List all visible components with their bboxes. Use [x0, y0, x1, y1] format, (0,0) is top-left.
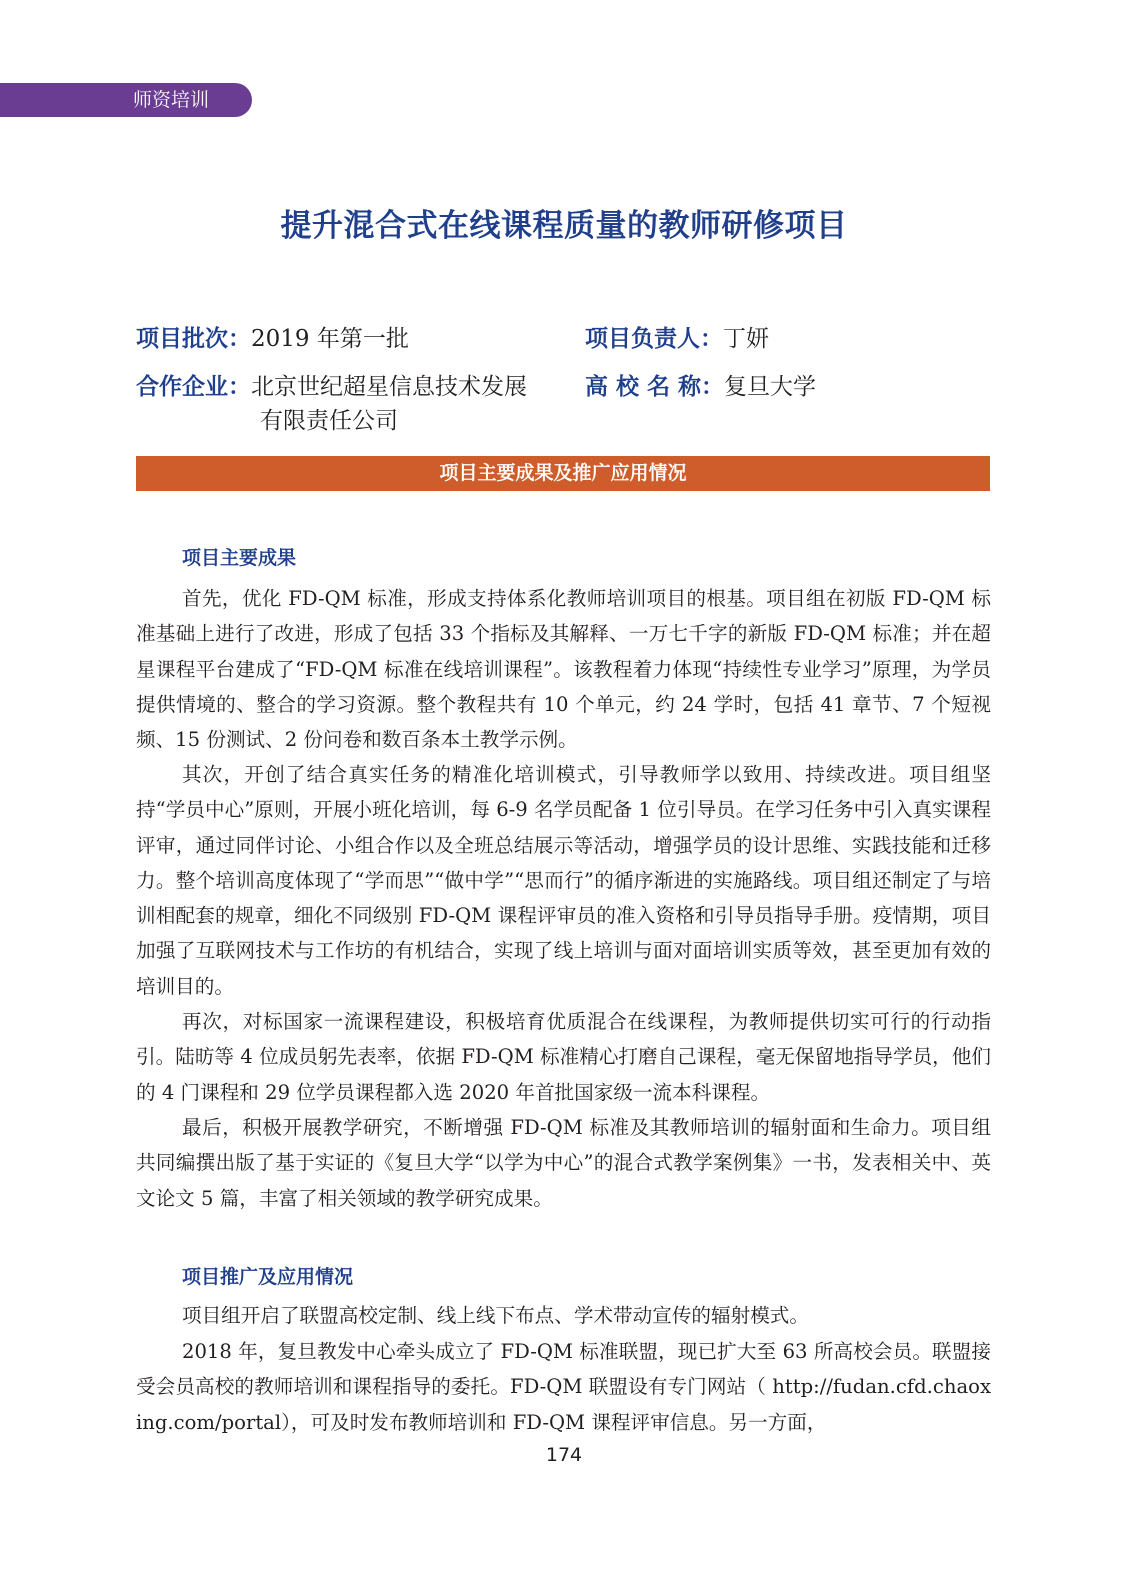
school-value: 复旦大学: [724, 374, 817, 400]
page-title: 提升混合式在线课程质量的教师研修项目: [280, 208, 848, 244]
batch-value: 2019 年第一批: [251, 326, 409, 352]
page-number: 174: [545, 1444, 583, 1466]
company-value-line2: 有限责任公司: [260, 408, 398, 434]
paragraph: 首先，优化 FD-QM 标准，形成支持体系化教师培训项目的根基。项目组在初版 FD-QM 标准基础上进行了改进，形成了包括 33 个指标及其解释、一万七千字的新版 FD-QM 标准；并在超星课程平台建成了“FD-QM 标准在线培训课程”。该教程着力体现“持续性专业学习”原理，为学员提供情境的、整合的学习资源。整个教程共有 10 个单元，约 24 学时，包括 41 章节、7 个短视频、15 份测试、2 份问卷和数百条本土教学示例。: [136, 587, 991, 752]
leader-value: 丁妍: [723, 326, 769, 352]
paragraph: 其次，开创了结合真实任务的精准化培训模式，引导教师学以致用、持续改进。项目组坚持“学员中心”原则，开展小班化培训，每 6-9 名学员配备 1 位引导员。在学习任务中引入真实课程评审，通过同伴讨论、小组合作以及全班总结展示等活动，增强学员的设计思维、实践技能和迁移力。整个培训高度体现了“学而思”“做中学”“思而行”的循序渐进的实施路线。项目组还制定了与培训相配套的规章，细化不同级别 FD-QM 课程评审员的准入资格和引导员指导手册。疫情期，项目加强了互联网技术与工作坊的有机结合，实现了线上培训与面对面培训实质等效，甚至更加有效的培训目的。: [136, 763, 991, 998]
paragraph: 项目组开启了联盟高校定制、线上线下布点、学术带动宣传的辐射模式。: [182, 1304, 809, 1327]
company-row: [136, 370, 527, 404]
company-value-line1: 北京世纪超星信息技术发展: [251, 374, 527, 400]
school-row: [585, 370, 816, 404]
paragraph: 再次，对标国家一流课程建设，积极培育优质混合在线课程，为教师提供切实可行的行动指引。陆昉等 4 位成员躬先表率，依据 FD-QM 标准精心打磨自己课程，毫无保留地指导学员，他们的 4 门课程和 29 位学员课程都入选 2020 年首批国家级一流本科课程。: [136, 1010, 991, 1104]
section-heading-achievements: 项目主要成果: [182, 547, 297, 569]
company-row-cont: [260, 404, 398, 438]
company-label: 合作企业：: [136, 374, 251, 400]
section-tab: 师资培训: [0, 83, 252, 117]
paragraph: 最后，积极开展教学研究，不断增强 FD-QM 标准及其教师培训的辐射面和生命力。项目组共同编撰出版了基于实证的《复旦大学“以学为中心”的混合式教学案例集》一书，发表相关中、英文论文 5 篇，丰富了相关领域的教学研究成果。: [136, 1116, 991, 1210]
section-heading-promotion: 项目推广及应用情况: [182, 1266, 354, 1288]
batch-label: 项目批次：: [136, 326, 251, 352]
leader-label: 项目负责人：: [585, 326, 723, 352]
section-banner: 项目主要成果及推广应用情况: [136, 456, 990, 491]
school-label: 高 校 名 称：: [585, 374, 725, 400]
paragraph: 2018 年，复旦教发中心牵头成立了 FD-QM 标准联盟，现已扩大至 63 所高校会员。联盟接受会员高校的教师培训和课程指导的委托。FD-QM 联盟设有专门网站（ http://fudan.cfd.chaoxing.com/portal），可及时发布教师培训和 FD-QM 课程评审信息。另一方面，: [136, 1340, 991, 1434]
batch-row: [136, 322, 409, 356]
leader-row: [585, 322, 769, 356]
